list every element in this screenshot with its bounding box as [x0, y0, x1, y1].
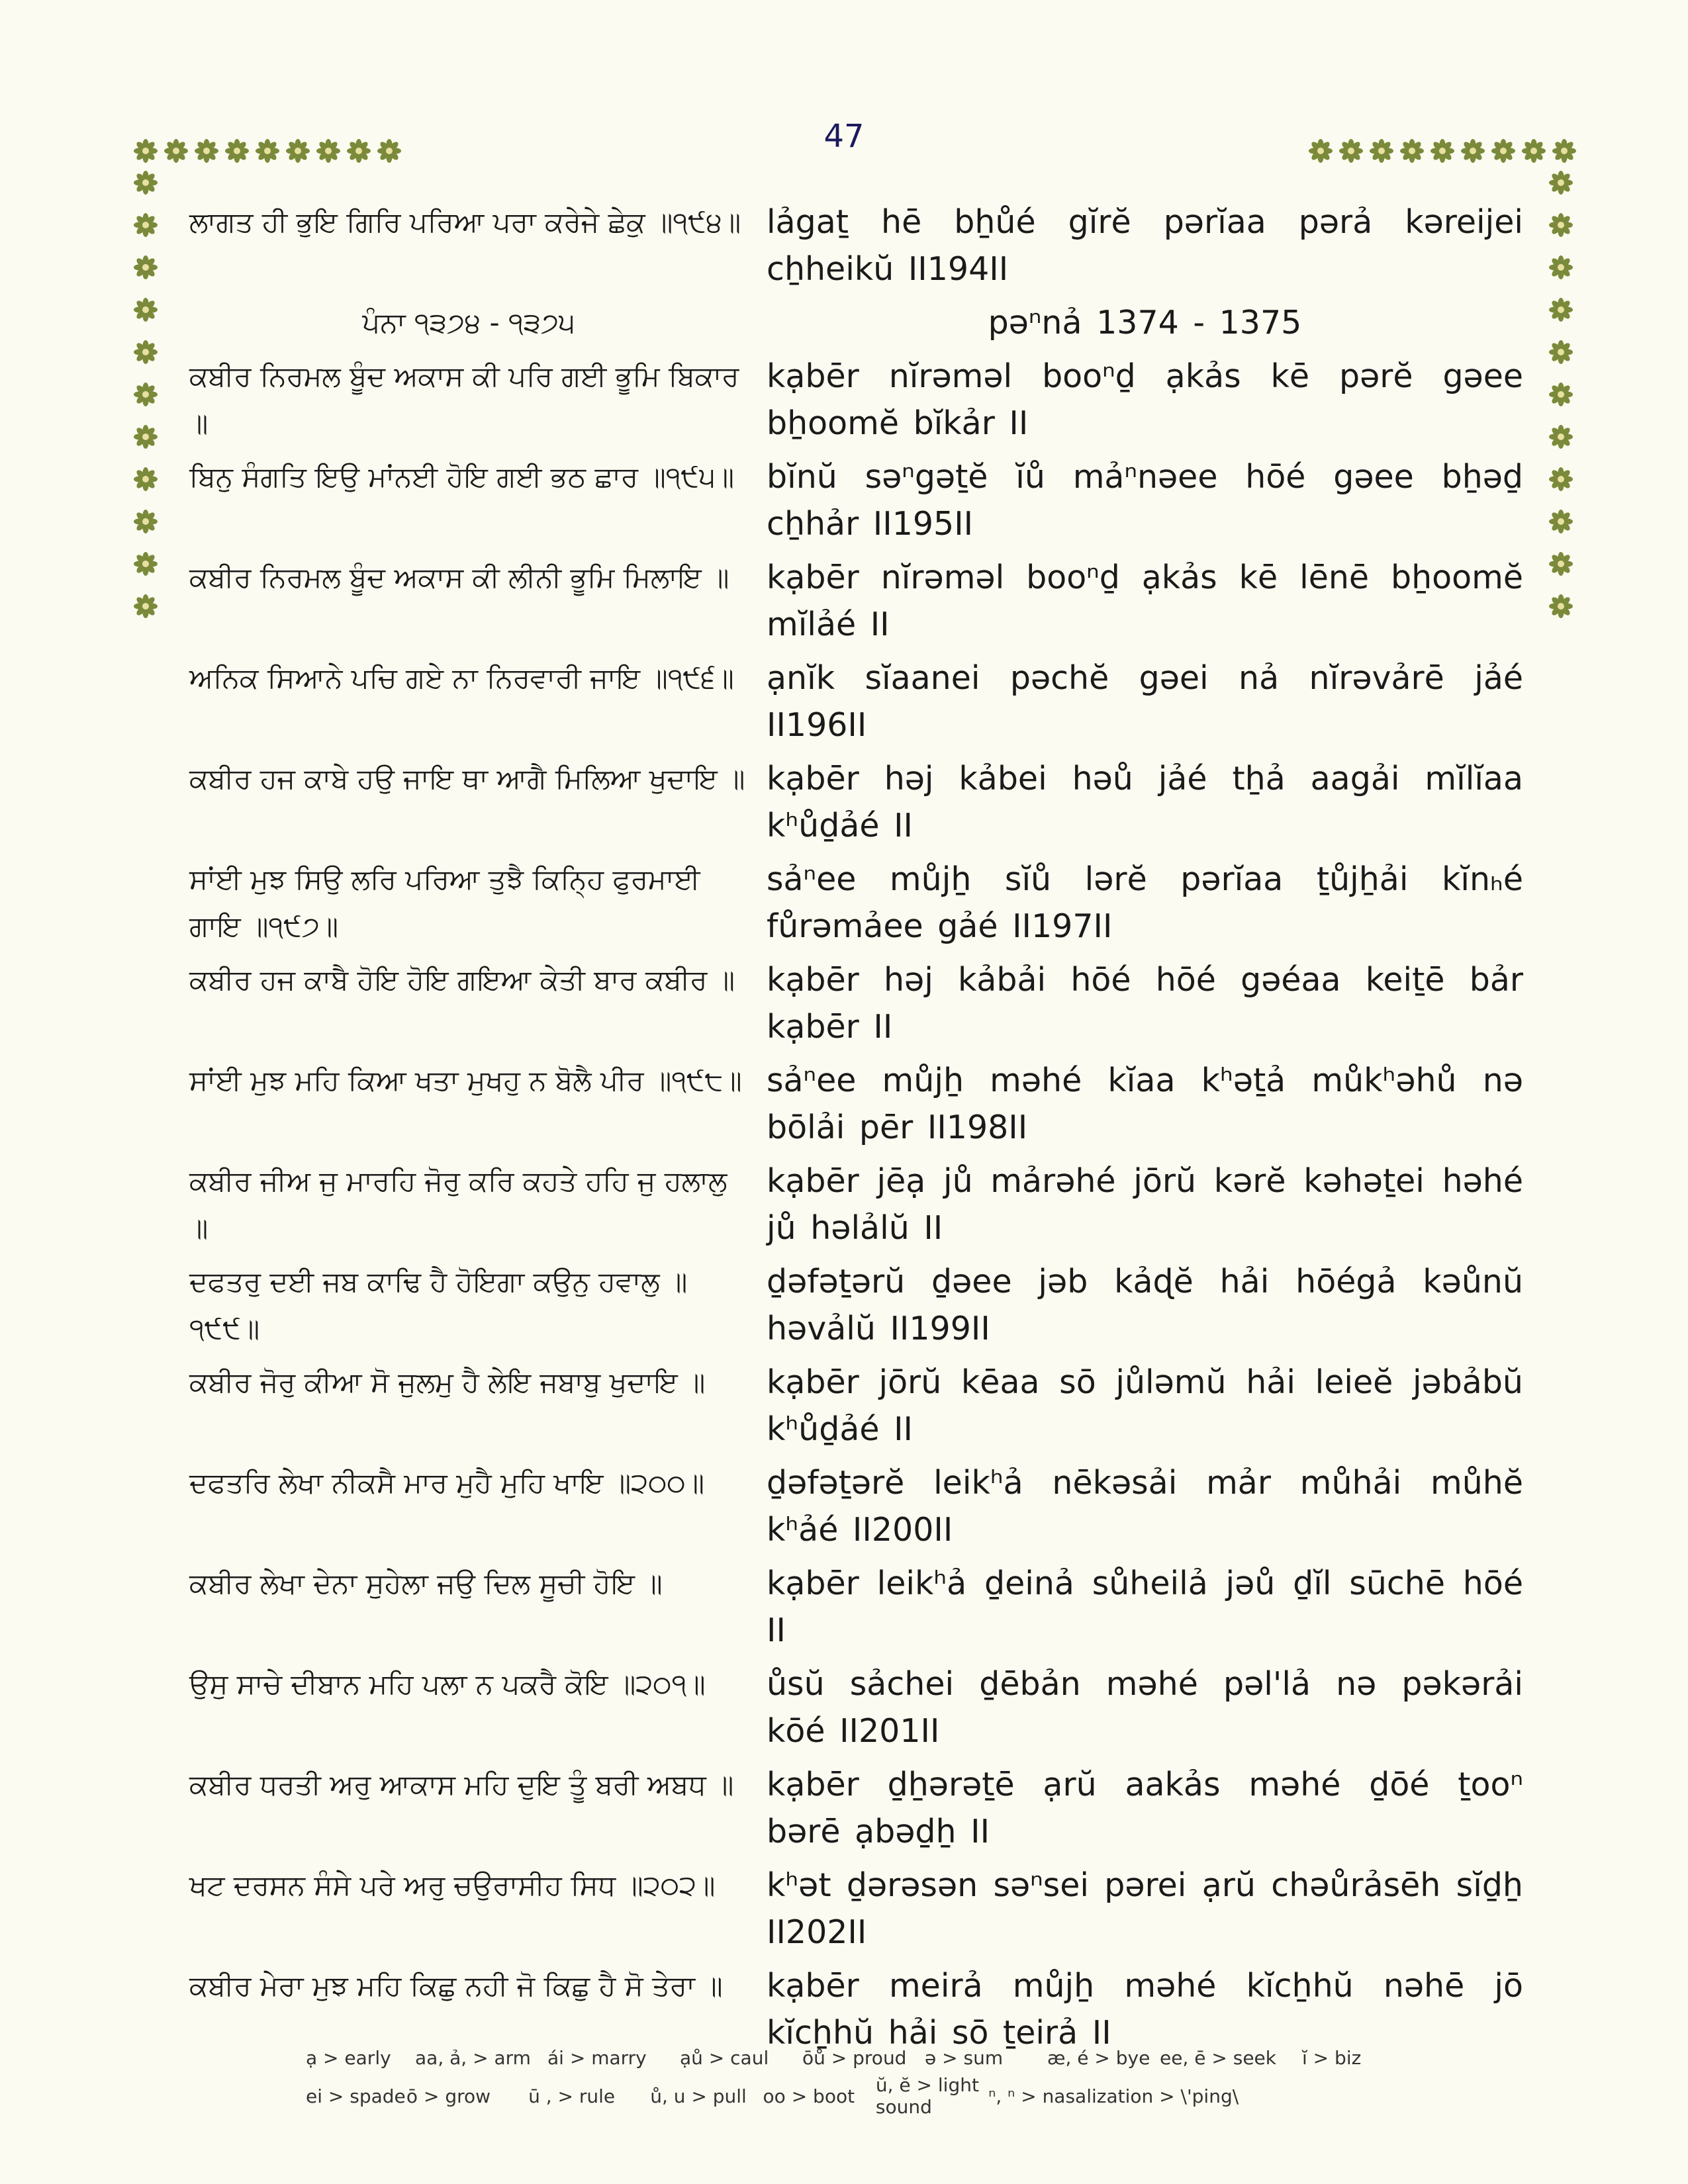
flower-ornament-icon [1521, 138, 1547, 164]
transliteration-text: lảgaṯ hē bẖůé gĭrĕ pərĭaa pərả kəreijei cẖheikŭ II194II [767, 203, 1523, 288]
verse-row [189, 655, 1523, 749]
gurmukhi-text: ਅਨਿਕ ਸਿਆਨੇ ਪਚਿ ਗਏ ਨਾ ਨਿਰਵਾਰੀ ਜਾਇ ॥੧੯੬॥ [189, 662, 734, 694]
flower-ornament-icon [132, 339, 159, 365]
gurmukhi-text: ਕਬੀਰ ਮੇਰਾ ਮੁਝ ਮਹਿ ਕਿਛੁ ਨਹੀ ਜੋ ਕਿਛੁ ਹੈ ਸੋ ਤੇਰਾ ॥ [189, 1970, 723, 2002]
legend-item: ů, u > pull [650, 2085, 747, 2107]
legend-item: ŭ, ĕ > light sound [875, 2074, 979, 2118]
legend-item: ei > spade [306, 2085, 406, 2107]
flower-ornament-icon [163, 138, 189, 164]
gurmukhi-text: ਕਬੀਰ ਲੇਖਾ ਦੇਨਾ ਸੁਹੇਲਾ ਜਉ ਦਿਲ ਸੂਚੀ ਹੋਇ ॥ [189, 1567, 663, 1600]
verse-list [189, 199, 1523, 2063]
legend-item: ái > marry [547, 2046, 647, 2069]
verse-row [189, 1258, 1523, 1352]
flower-ornament-icon [315, 138, 342, 164]
flower-ornament-icon [1548, 296, 1574, 323]
flower-ornament-icon [132, 254, 159, 281]
gurmukhi-text: ਕਬੀਰ ਹਜ ਕਾਬੇ ਹਉ ਜਾਇ ਥਾ ਆਗੈ ਮਿਲਿਆ ਖੁਦਾਇ ॥ [189, 762, 745, 795]
gurmukhi-text: ਕਬੀਰ ਜੋਰੁ ਕੀਆ ਸੋ ਜੁਲਮੁ ਹੈ ਲੇਇ ਜਬਾਬੁ ਖੁਦਾਇ ॥ [189, 1366, 706, 1398]
verse-row [189, 956, 1523, 1050]
legend-item: æ, é > bye [1047, 2046, 1150, 2069]
flower-ornament-icon [132, 381, 159, 408]
flower-ornament-icon [224, 138, 250, 164]
flower-ornament-icon [132, 466, 159, 492]
flower-ornament-icon [1548, 254, 1574, 281]
legend-item: ĭ > biz [1302, 2046, 1362, 2069]
flower-ornament-icon [1548, 381, 1574, 408]
gurmukhi-text: ਬਿਨੁ ਸੰਗਤਿ ਇਉ ਮਾਂਨਈ ਹੋਇ ਗਈ ਭਠ ਛਾਰ ॥੧੯੫॥ [189, 461, 735, 493]
flower-ornament-icon [1338, 138, 1364, 164]
flower-ornament-icon [132, 138, 159, 164]
legend-item: ee, ē > seek [1160, 2046, 1276, 2069]
flower-ornament-icon [1307, 138, 1334, 164]
transliteration-text: ḏəfəṯərĕ leikʰả nēkəsải mảr můhải můhĕ kʰảé II200II [767, 1464, 1523, 1549]
flower-ornament-icon [132, 169, 159, 196]
gurmukhi-text: ਕਬੀਰ ਜੀਅ ਜੁ ਮਾਰਹਿ ਜੋਰੁ ਕਰਿ ਕਹਤੇ ਹਹਿ ਜੁ ਹਲਾਲੁ ॥ [189, 1165, 727, 1244]
legend-item: ōů > proud [802, 2046, 907, 2069]
verse-row [189, 353, 1523, 447]
transliteration-text: kạbēr jēạ jů mảrəhé jōrŭ kərĕ kəhəṯei həhé jů həlảlŭ II [767, 1162, 1523, 1247]
transliteration-text: sảⁿee můjẖ məhé kĭaa kʰəṯả můkʰəhů nə bōlải pēr II198II [767, 1062, 1523, 1146]
left-border [132, 169, 159, 619]
legend-row [306, 2038, 1497, 2077]
flower-ornament-icon [1548, 508, 1574, 535]
transliteration-text: pəⁿnả 1374 - 1375 [988, 304, 1302, 341]
transliteration-text: ạnĭk sĭaanei pəchĕ gəei nả nĭrəvảrē jảé II196II [767, 659, 1523, 744]
right-border [1548, 169, 1574, 619]
verse-row [189, 1560, 1523, 1654]
transliteration-text: kạbēr ḏẖərəṯē ạrŭ aakảs məhé ḏōé ṯooⁿ bərē ạbəḏẖ II [767, 1766, 1523, 1850]
flower-ornament-icon [1548, 593, 1574, 619]
legend-item: aa, ả, > arm [415, 2046, 531, 2069]
flower-ornament-icon [132, 212, 159, 238]
verse-row [189, 1459, 1523, 1553]
gurmukhi-text: ਕਬੀਰ ਨਿਰਮਲ ਬੂੰਦ ਅਕਾਸ ਕੀ ਲੀਨੀ ਭੂਮਿ ਮਿਲਾਇ ॥ [189, 561, 729, 594]
verse-row [189, 1661, 1523, 1754]
flower-ornament-icon [132, 296, 159, 323]
legend-item: ū , > rule [528, 2085, 616, 2107]
transliteration-text: ůsŭ sảchei ḏēbản məhé pəl'lả nə pəkərải kōé II201II [767, 1665, 1523, 1750]
flower-ornament-icon [132, 593, 159, 619]
transliteration-text: kʰət ḏərəsən səⁿsei pərei ạrŭ chəůrảsēh sĭḏẖ II202II [767, 1866, 1523, 1951]
verse-row [189, 1359, 1523, 1453]
gurmukhi-text: ਖਟ ਦਰਸਨ ਸੰਸੇ ਪਰੇ ਅਰੁ ਚਉਰਾਸੀਹ ਸਿਧ ॥੨੦੨॥ [189, 1869, 716, 1901]
page-number: 47 [823, 118, 865, 155]
verse-row [189, 554, 1523, 648]
gurmukhi-text: ਕਬੀਰ ਹਜ ਕਾਬੈ ਹੋਇ ਹੋਇ ਗਇਆ ਕੇਤੀ ਬਾਰ ਕਬੀਰ ॥ [189, 964, 735, 996]
flower-ornament-icon [1548, 339, 1574, 365]
pronunciation-legend [306, 2038, 1497, 2118]
flower-ornament-icon [1429, 138, 1456, 164]
verse-row [189, 856, 1523, 950]
verse-row [189, 453, 1523, 547]
verse-row [189, 199, 1523, 293]
verse-row [189, 1761, 1523, 1855]
legend-item: ō > grow [406, 2085, 491, 2107]
legend-item: ə > sum [925, 2046, 1004, 2069]
legend-item: ⁿ, ⁿ > nasalization > \'ping\ [988, 2085, 1239, 2107]
transliteration-text: sảⁿee můjẖ sĭů lərĕ pərĭaa ṯůjẖải kĭnₕé fůrəmảee gảé II197II [767, 860, 1523, 945]
top-right-border [1307, 138, 1577, 164]
flower-ornament-icon [1548, 551, 1574, 577]
verse-row [189, 755, 1523, 849]
flower-ornament-icon [1460, 138, 1486, 164]
gurmukhi-text: ਸਾਂਈ ਮੁਝ ਮਹਿ ਕਿਆ ਖਤਾ ਮੁਖਹੁ ਨ ਬੋਲੈ ਪੀਰ ॥੧੯੮॥ [189, 1064, 742, 1097]
transliteration-text: kạbēr leikʰả ḏeinả sůheilả jəů ḏĭl sūchē hōé II [767, 1565, 1523, 1649]
flower-ornament-icon [285, 138, 311, 164]
legend-item: ạů > caul [680, 2046, 769, 2069]
legend-item: oo > boot [763, 2085, 855, 2107]
transliteration-text: kạbēr nĭrəməl booⁿḏ ạkảs kē lēnē bẖoomĕ mĭlảé II [767, 559, 1523, 643]
gurmukhi-text: ਕਬੀਰ ਧਰਤੀ ਅਰੁ ਆਕਾਸ ਮਹਿ ਦੁਇ ਤੂੰ ਬਰੀ ਅਬਧ ॥ [189, 1768, 734, 1801]
gurmukhi-text: ਉਸੁ ਸਾਚੇ ਦੀਬਾਨ ਮਹਿ ਪਲਾ ਨ ਪਕਰੈ ਕੋਇ ॥੨੦੧॥ [189, 1668, 706, 1700]
verse-row [189, 1158, 1523, 1251]
flower-ornament-icon [193, 138, 220, 164]
flower-ornament-icon [1548, 169, 1574, 196]
flower-ornament-icon [1548, 212, 1574, 238]
flower-ornament-icon [1548, 466, 1574, 492]
flower-ornament-icon [376, 138, 402, 164]
top-left-border [132, 138, 402, 164]
flower-ornament-icon [1368, 138, 1395, 164]
flower-ornament-icon [132, 508, 159, 535]
flower-ornament-icon [1399, 138, 1425, 164]
verse-row [189, 1862, 1523, 1956]
flower-ornament-icon [1551, 138, 1577, 164]
flower-ornament-icon [132, 551, 159, 577]
gurmukhi-text: ਲਾਗਤ ਹੀ ਭੁਇ ਗਿਰਿ ਪਰਿਆ ਪਰਾ ਕਰੇਜੇ ਛੇਕੁ ॥੧੯੪॥ [189, 206, 741, 238]
transliteration-text: kạbēr jōrŭ kēaa sō jůləmŭ hải leieĕ jəbảbŭ kʰůḏảé II [767, 1363, 1523, 1448]
page-heading-row [189, 299, 1523, 346]
transliteration-text: kạbēr nĭrəməl booⁿḏ ạkảs kē pərĕ gəee bẖoomĕ bĭkảr II [767, 357, 1523, 442]
flower-ornament-icon [132, 424, 159, 450]
flower-ornament-icon [1490, 138, 1517, 164]
transliteration-text: bĭnŭ səⁿgəṯĕ ĭů mảⁿnəee hōé gəee bẖəḏ cẖhảr II195II [767, 458, 1523, 543]
flower-ornament-icon [254, 138, 281, 164]
transliteration-text: kạbēr meirả můjẖ məhé kĭcẖhŭ nəhē jō kĭcẖhŭ hải sō ṯeirả II [767, 1967, 1523, 2052]
gurmukhi-text: ਪੰਨਾ ੧੩੭੪ - ੧੩੭੫ [362, 306, 575, 339]
verse-row [189, 1057, 1523, 1151]
legend-row [306, 2074, 1497, 2118]
flower-ornament-icon [1548, 424, 1574, 450]
gurmukhi-text: ਦਫਤਰੁ ਦਈ ਜਬ ਕਾਢਿ ਹੈ ਹੋਇਗਾ ਕਉਨੁ ਹਵਾਲੁ ॥੧੯੯॥ [189, 1265, 688, 1345]
legend-item: ạ > early [306, 2046, 391, 2069]
gurmukhi-text: ਦਫਤਰਿ ਲੇਖਾ ਨੀਕਸੈ ਮਾਰ ਮੁਹੈ ਮੁਹਿ ਖਾਇ ॥੨੦੦॥ [189, 1467, 705, 1499]
gurmukhi-text: ਕਬੀਰ ਨਿਰਮਲ ਬੂੰਦ ਅਕਾਸ ਕੀ ਪਰਿ ਗਈ ਭੂਮਿ ਬਿਕਾਰ ॥ [189, 360, 739, 439]
transliteration-text: ḏəfəṯərŭ ḏəee jəb kảɖĕ hải hōégả kəůnŭ həvảlŭ II199II [767, 1263, 1523, 1347]
transliteration-text: kạbēr həj kảbei həů jảé tẖả aagải mĭlĭaa kʰůḏảé II [767, 760, 1523, 844]
transliteration-text: kạbēr həj kảbải hōé hōé gəéaa keiṯē bảr kạbēr II [767, 961, 1523, 1046]
flower-ornament-icon [346, 138, 372, 164]
gurmukhi-text: ਸਾਂਈ ਮੁਝ ਸਿਉ ਲਰਿ ਪਰਿਆ ਤੁਝੈ ਕਿਨ੍ਹਿ ਫੁਰਮਾਈ ਗਾਇ ॥੧੯੭॥ [189, 863, 700, 942]
